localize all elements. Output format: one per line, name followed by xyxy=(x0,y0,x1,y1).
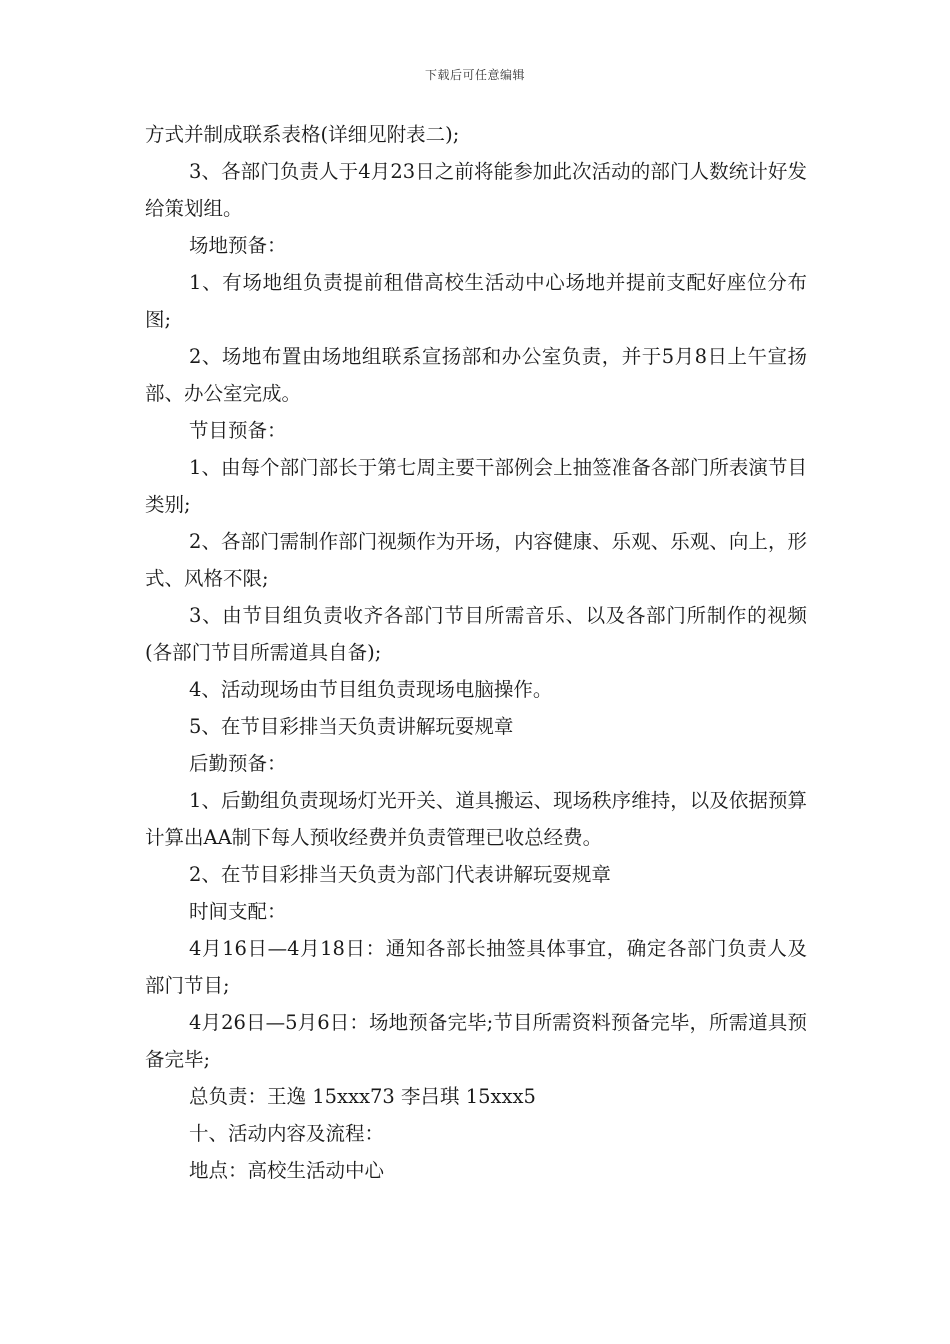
paragraph-location: 地点：高校生活动中心 xyxy=(189,1159,385,1182)
paragraph-17: 4月26日—5月6日：场地预备完毕;节目所需资料预备完毕，所需道具预备完毕; xyxy=(145,1011,807,1071)
paragraph-14: 2、在节目彩排当天负责为部门代表讲解玩耍规章 xyxy=(189,863,611,886)
section-heading-logistics: 后勤预备： xyxy=(189,752,287,775)
paragraph-13: 1、后勤组负责现场灯光开关、道具搬运、现场秩序维持，以及依据预算计算出AA制下每人预收经费并负责管理已收总经费。 xyxy=(145,789,807,849)
document-body xyxy=(145,116,807,1189)
paragraph-4: 1、有场地组负责提前租借高校生活动中心场地并提前支配好座位分布图; xyxy=(145,271,807,331)
section-heading-program: 节目预备： xyxy=(189,419,287,442)
page-header: 下载后可任意编辑 xyxy=(424,68,525,82)
paragraph-contacts: 总负责：王逸 15xxx73 李吕琪 15xxx5 xyxy=(189,1085,536,1108)
paragraph-16: 4月16日—4月18日：通知各部长抽签具体事宜，确定各部门负责人及部门节目; xyxy=(145,937,807,997)
section-heading-venue: 场地预备： xyxy=(189,234,287,257)
paragraph-7: 1、由每个部门部长于第七周主要干部例会上抽签准备各部门所表演节目类别; xyxy=(145,456,807,516)
paragraph-1: 方式并制成联系表格(详细见附表二); xyxy=(145,123,460,146)
paragraph-8: 2、各部门需制作部门视频作为开场，内容健康、乐观、乐观、向上，形式、风格不限; xyxy=(145,530,807,590)
paragraph-10: 4、活动现场由节目组负责现场电脑操作。 xyxy=(189,678,553,701)
paragraph-9: 3、由节目组负责收齐各部门节目所需音乐、以及各部门所制作的视频(各部门节目所需道具自备); xyxy=(145,604,807,664)
paragraph-2: 3、各部门负责人于4月23日之前将能参加此次活动的部门人数统计好发给策划组。 xyxy=(145,160,807,220)
paragraph-5: 2、场地布置由场地组联系宣扬部和办公室负责，并于5月8日上午宣扬部、办公室完成。 xyxy=(145,345,807,405)
paragraph-11: 5、在节目彩排当天负责讲解玩耍规章 xyxy=(189,715,514,738)
section-heading-schedule: 时间支配： xyxy=(189,900,287,923)
section-heading-activity: 十、活动内容及流程： xyxy=(189,1122,385,1145)
